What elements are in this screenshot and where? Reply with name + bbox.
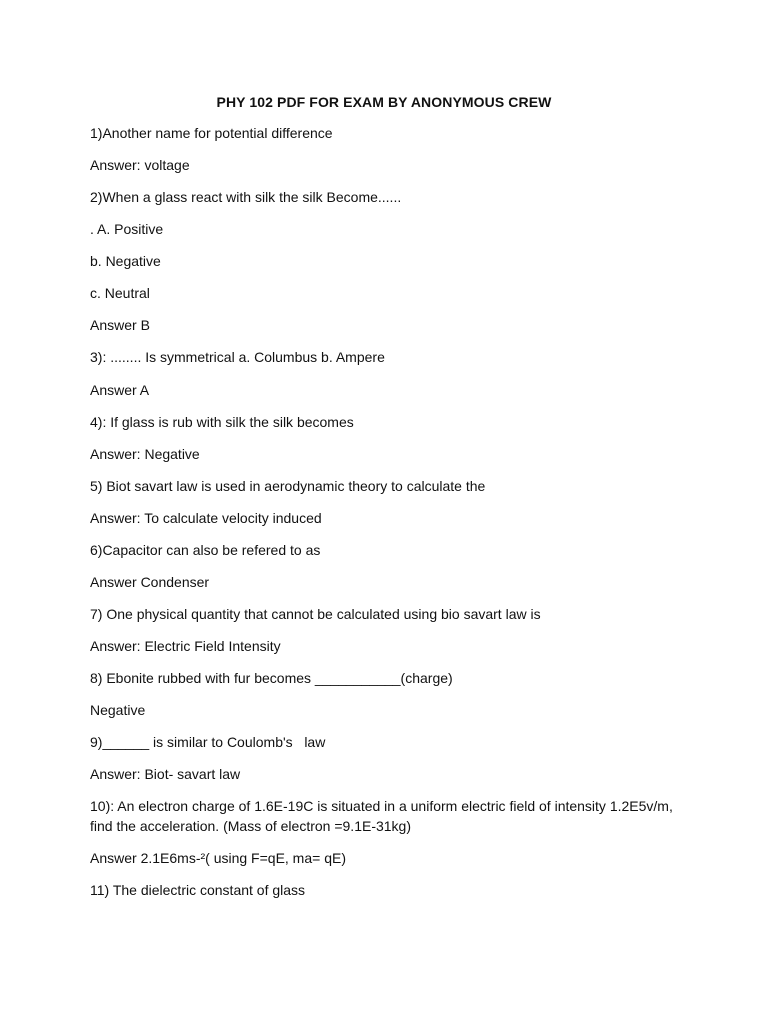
answer-7: Answer: Electric Field Intensity	[90, 638, 281, 654]
question-4: 4): If glass is rub with silk the silk becomes	[90, 414, 354, 430]
question-8: 8) Ebonite rubbed with fur becomes ___________(charge)	[90, 670, 453, 686]
question-6: 6)Capacitor can also be refered to as	[90, 542, 321, 558]
answer-8: Negative	[90, 702, 146, 718]
question-10: 10): An electron charge of 1.6E-19C is situated in a uniform electric field of intensity 1.2E5v/m, find the acceleration. (Mass of electron =9.1E-31kg)	[90, 798, 677, 834]
answer-2: Answer B	[90, 317, 150, 333]
answer-10: Answer 2.1E6ms-²( using F=qE, ma= qE)	[90, 850, 346, 866]
question-5: 5) Biot savart law is used in aerodynamic theory to calculate the	[90, 478, 486, 494]
option-b: b. Negative	[90, 253, 161, 269]
question-1: 1)Another name for potential difference	[90, 125, 333, 141]
answer-1: Answer: voltage	[90, 157, 190, 173]
answer-3: Answer A	[90, 382, 150, 398]
option-c: c. Neutral	[90, 285, 150, 301]
question-2: 2)When a glass react with silk the silk Become......	[90, 189, 402, 205]
answer-9: Answer: Biot- savart law	[90, 766, 241, 782]
question-7: 7) One physical quantity that cannot be calculated using bio savart law is	[90, 606, 541, 622]
question-3: 3): ........ Is symmetrical a. Columbus b. Ampere	[90, 349, 385, 365]
document-title: PHY 102 PDF FOR EXAM BY ANONYMOUS CREW	[216, 94, 552, 110]
answer-4: Answer: Negative	[90, 446, 200, 462]
answer-5: Answer: To calculate velocity induced	[90, 510, 322, 526]
question-9: 9)______ is similar to Coulomb's law	[90, 734, 326, 750]
question-11: 11) The dielectric constant of glass	[90, 882, 306, 898]
answer-6: Answer Condenser	[90, 574, 210, 590]
option-a: . A. Positive	[90, 221, 164, 237]
